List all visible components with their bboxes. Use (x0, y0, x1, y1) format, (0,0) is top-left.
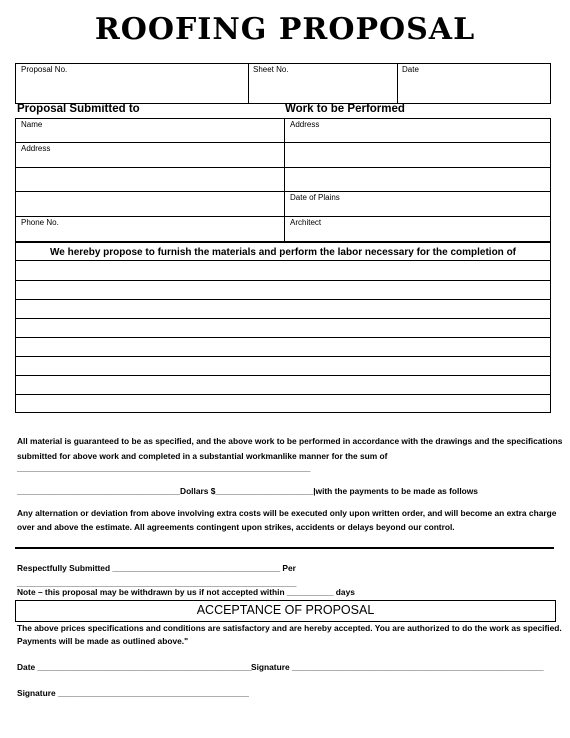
signature-line-1: Signature ______________________________________________________ (251, 662, 544, 672)
document-title: ROOFING PROPOSAL (94, 12, 476, 47)
withdrawal-note: Note – this proposal may be withdrawn by us if not accepted within __________ days (17, 587, 355, 597)
info-grid (15, 118, 551, 242)
terms-line-1: All material is guaranteed to be as specified, and the above work to be performed in accordance with the drawings and the specifications (17, 436, 563, 446)
address-label-right: Address (290, 120, 320, 129)
date-signature-line: Date ______________________________________________ (17, 662, 252, 672)
acceptance-text-1: The above prices specifications and conditions are satisfactory and are hereby accepted. You are authorized to do the work as specified. (17, 623, 562, 633)
acceptance-heading: ACCEPTANCE OF PROPOSAL (196, 603, 375, 617)
sheet-no-label: Sheet No. (253, 65, 289, 74)
architect-label: Architect (290, 218, 322, 227)
terms-line-2: submitted for above work and completed in a substantial workmanlike manner for the sum of (17, 451, 388, 461)
signature-line-2: Signature _________________________________________ (17, 688, 249, 698)
work-performed-heading: Work to be Performed (285, 103, 405, 115)
name-label: Name (21, 120, 43, 129)
proposal-no-label: Proposal No. (21, 65, 68, 74)
respectfully-submitted-line: Respectfully Submitted ____________________________________ Per ____________________________________________________________ (17, 563, 297, 588)
address-label-left: Address (21, 144, 51, 153)
alteration-line-2: over and above the estimate. All agreements contingent upon strikes, accidents or delays beyond our control. (17, 522, 455, 532)
terms-line-3: _______________________________________________________________ (17, 463, 311, 473)
propose-statement: We hereby propose to furnish the materials and perform the labor necessary for the completion of (49, 247, 517, 258)
alteration-line-1: Any alternation or deviation from above involving extra costs will be executed only upon written order, and will become an extra charge (17, 508, 557, 518)
phone-label: Phone No. (21, 218, 59, 227)
divider (15, 547, 554, 549)
work-description-box (15, 242, 551, 413)
submitted-to-heading: Proposal Submitted to (17, 103, 140, 115)
date-of-plains-label: Date of Plains (290, 193, 340, 202)
acceptance-text-2: Payments will be made as outlined above." (17, 636, 189, 646)
date-label: Date (402, 65, 419, 74)
dollars-line: ___________________________________Dollars $_____________________|with the payments to be made as follows (17, 486, 478, 496)
